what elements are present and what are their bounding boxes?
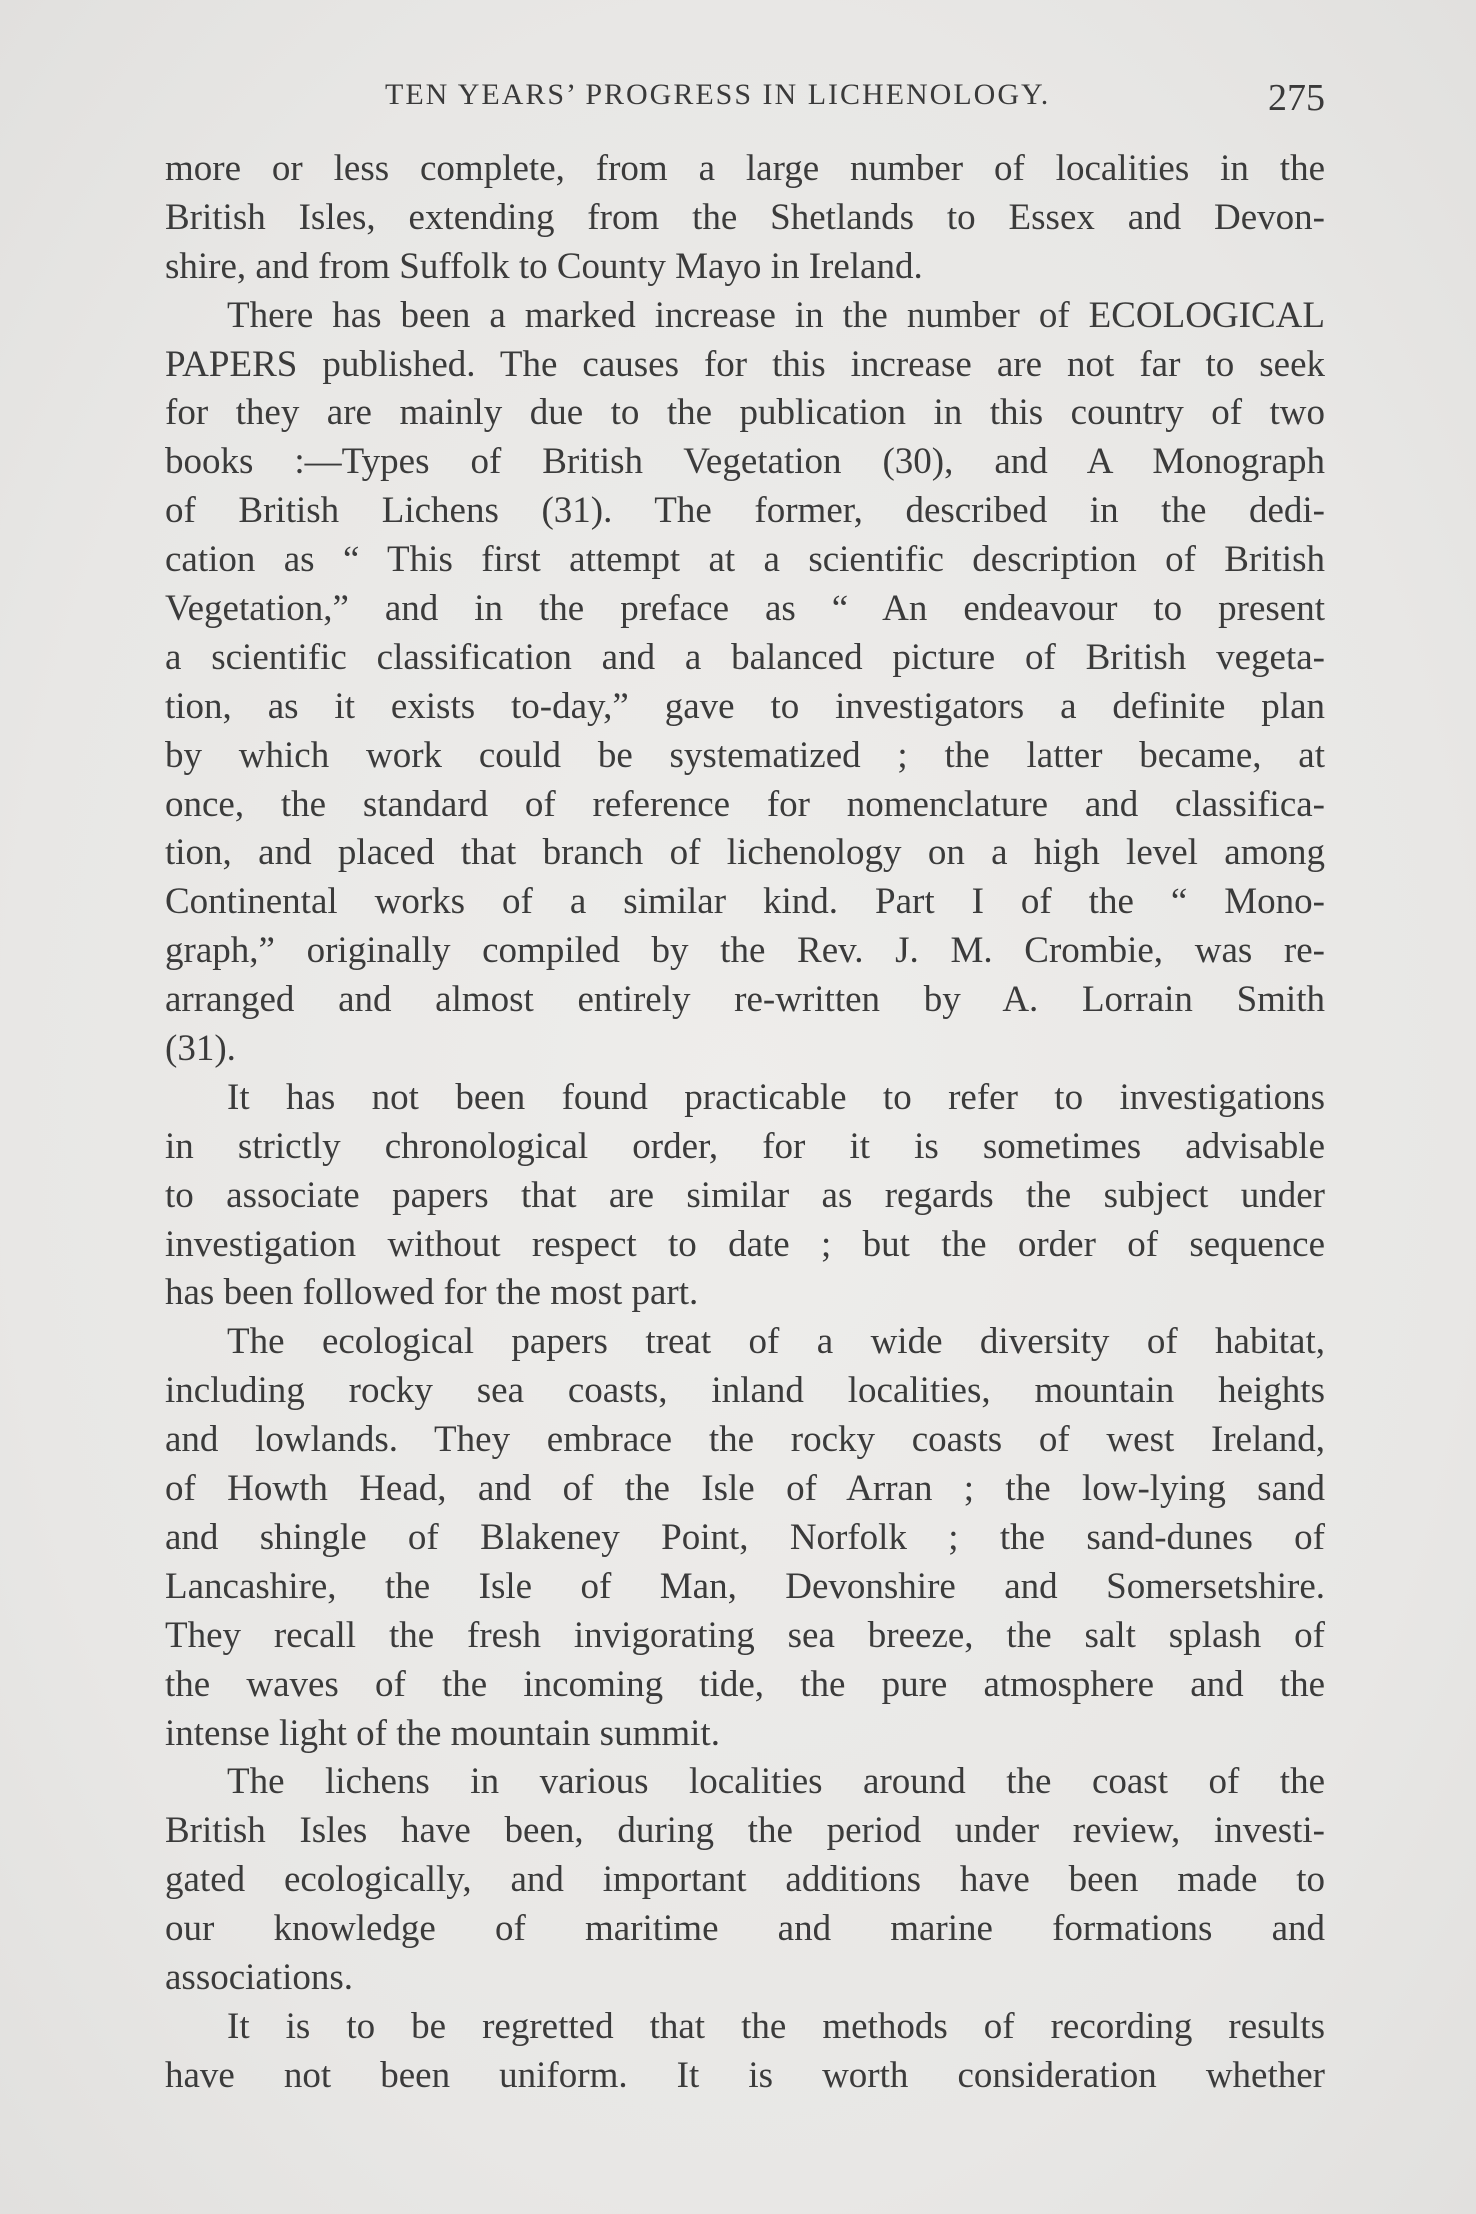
text-line: PAPERS published. The causes for this increase are not far to seek <box>165 343 1325 385</box>
text-line: and lowlands. They embrace the rocky coasts of west Ireland, <box>165 1419 1325 1461</box>
text-line: Continental works of a similar kind. Part I of the “ Mono- <box>165 881 1325 923</box>
text-line: of British Lichens (31). The former, described in the dedi- <box>165 490 1325 532</box>
text-line: graph,” originally compiled by the Rev. J. M. Crombie, was re- <box>165 930 1325 972</box>
text-line: by which work could be systematized ; the latter became, at <box>165 734 1325 776</box>
text-line: more or less complete, from a large number of localities in the <box>165 148 1325 189</box>
text-line: gated ecologically, and important additions have been made to <box>165 1859 1325 1901</box>
text-line: arranged and almost entirely re-written by A. Lorrain Smith <box>165 979 1325 1021</box>
text-line: has been followed for the most part. <box>165 1272 699 1314</box>
text-line: investigation without respect to date ; but the order of sequence <box>165 1223 1325 1265</box>
text-line: the waves of the incoming tide, the pure atmosphere and the <box>165 1663 1325 1705</box>
text-line: (31). <box>165 1028 236 1070</box>
text-line: cation as “ This first attempt at a scientific description of British <box>165 539 1325 581</box>
text-line: There has been a marked increase in the number of ECOLOGICAL <box>227 294 1325 336</box>
text-line: shire, and from Suffolk to County Mayo in Ireland. <box>165 245 923 287</box>
text-line: The ecological papers treat of a wide diversity of habitat, <box>227 1321 1325 1363</box>
text-line: and shingle of Blakeney Point, Norfolk ; the sand-dunes of <box>165 1516 1325 1558</box>
text-line: once, the standard of reference for nomenclature and classifica- <box>165 783 1325 825</box>
body-text <box>165 145 1325 2101</box>
text-line: for they are mainly due to the publication in this country of two <box>165 392 1325 434</box>
text-line: intense light of the mountain summit. <box>165 1712 720 1754</box>
text-line: They recall the fresh invigorating sea breeze, the salt splash of <box>165 1614 1325 1656</box>
text-line: British Isles, extending from the Shetlands to Essex and Devon- <box>165 196 1325 238</box>
text-line: It has not been found practicable to refer to investigations <box>227 1076 1325 1118</box>
text-line: British Isles have been, during the period under review, investi- <box>165 1810 1325 1852</box>
text-line: of Howth Head, and of the Isle of Arran ; the low-lying sand <box>165 1468 1325 1510</box>
text-line: books :—Types of British Vegetation (30), and A Monograph <box>165 441 1325 483</box>
text-line: have not been uniform. It is worth consideration whether <box>165 2054 1325 2096</box>
running-head <box>165 76 1325 126</box>
text-line: Lancashire, the Isle of Man, Devonshire and Somersetshire. <box>165 1565 1325 1607</box>
text-line: tion, as it exists to-day,” gave to investigators a definite plan <box>165 685 1325 727</box>
text-line: our knowledge of maritime and marine formations and <box>165 1908 1325 1950</box>
text-line: The lichens in various localities around the coast of the <box>227 1761 1325 1803</box>
text-line: to associate papers that are similar as regards the subject under <box>165 1174 1325 1216</box>
text-line: Vegetation,” and in the preface as “ An endeavour to present <box>165 588 1325 630</box>
text-line: associations. <box>165 1956 354 1998</box>
page-number: 275 <box>1268 77 1325 119</box>
text-line: It is to be regretted that the methods of recording results <box>227 2005 1325 2047</box>
text-line: including rocky sea coasts, inland localities, mountain heights <box>165 1370 1325 1412</box>
text-line: in strictly chronological order, for it is sometimes advisable <box>165 1125 1325 1167</box>
running-title: TEN YEARS’ PROGRESS IN LICHENOLOGY. <box>385 78 1051 111</box>
text-line: a scientific classification and a balanced picture of British vegeta- <box>165 636 1325 678</box>
text-line: tion, and placed that branch of lichenology on a high level among <box>165 832 1325 874</box>
